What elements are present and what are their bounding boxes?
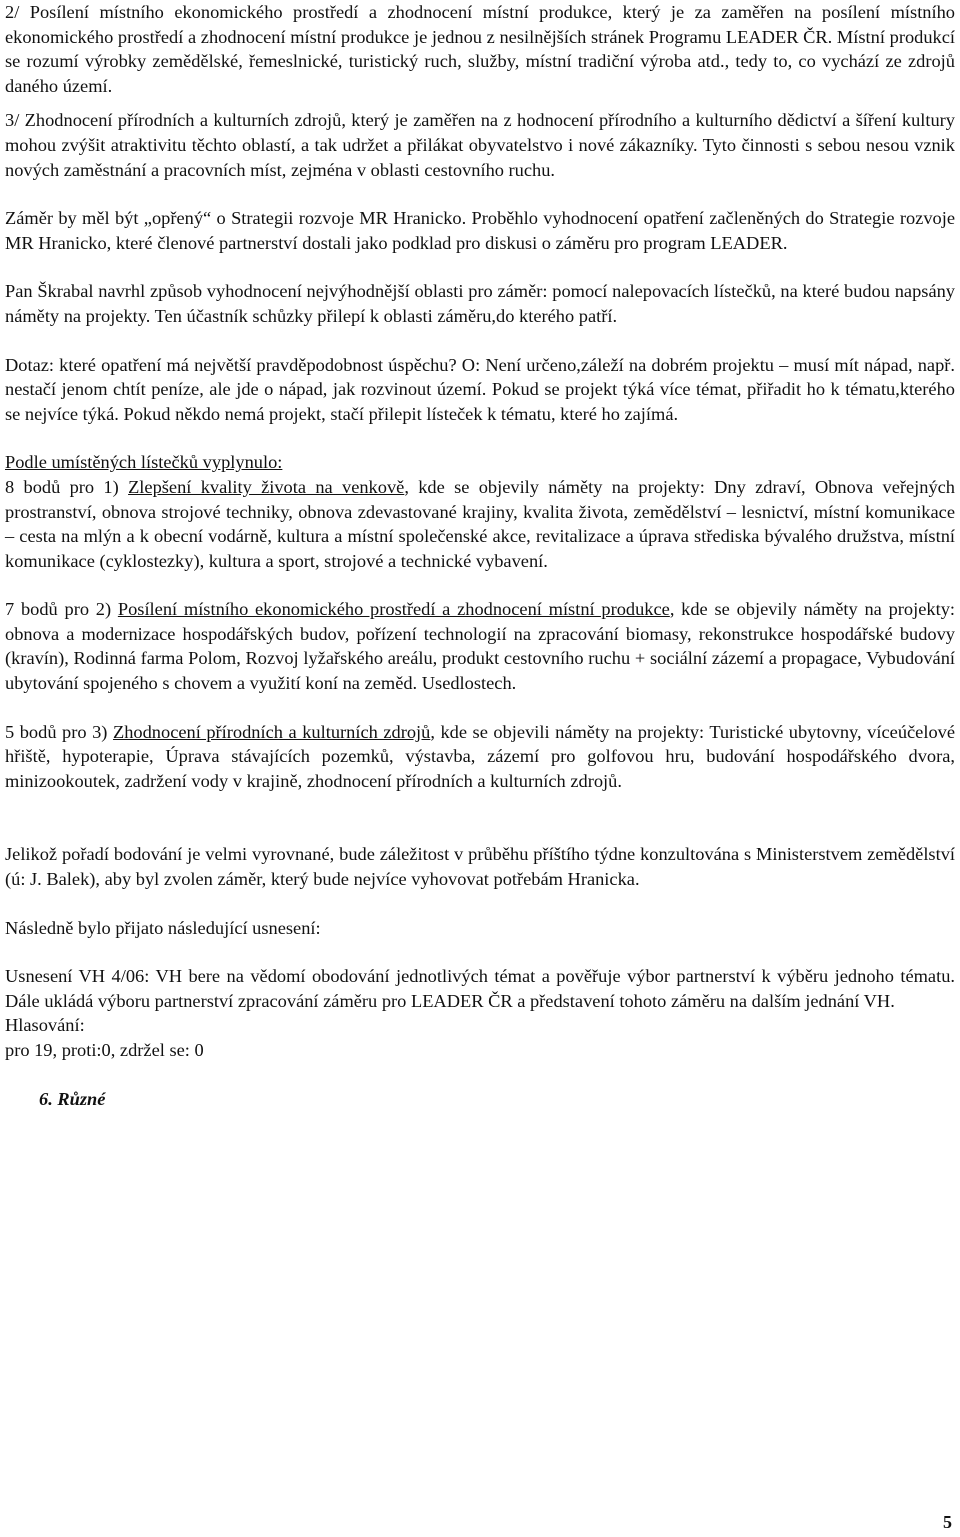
document-page [5,0,955,1111]
paragraph-resolution: Usnesení VH 4/06: VH bere na vědomí obodování jednotlivých témat a pověřuje výbor partnerství k výběru jednoho tématu. Dále ukládá výboru partnerství zpracování záměru pro LEADER ČR a představení tohoto záměru na dalším jednání VH. [5,966,955,1011]
paragraph-result-2 [5,597,955,695]
paragraph-result-1 [5,475,955,573]
paragraph-consultation: Jelikož pořadí bodování je velmi vyrovnané, bude záležitost v průběhu příštího týdne konzultována s Ministerstvem zemědělství (ú: J. Balek), aby byl zvolen záměr, který bude nejvíce vyhovovat potřebám Hranicka. [5,844,955,890]
result-3-topic: Zhodnocení přírodních a kulturních zdrojů [112,721,431,742]
paragraph-results-heading: Podle umístěných lístečků vyplynulo: [5,452,283,473]
paragraph-proposal-method: Pan Škrabal navrhl způsob vyhodnocení nejvýhodnější oblasti pro záměr: pomocí nalepovacích lístečků, na které budou napsány náměty na projekty. Ten účastník schůzky přilepí k oblasti záměru,do kterého patří. [5,281,955,326]
paragraph-question: Dotaz: které opatření má největší pravděpodobnost úspěchu? O: Není určeno,záleží na dobrém projektu – musí mít nápad, např. nestačí jenom chtít peníze, ale jde o nápad, jak rozvinout území. Pokud se projekt týká více témat, přiřadit ho k tématu,kterého se nejvíce týká. Pokud někdo nemá projekt, stačí přilepit lísteček k tématu, které ho zajímá. [5,354,955,424]
section-heading-6: 6. Různé [39,1088,106,1109]
result-3-points: 5 bodů pro 3) [5,721,113,742]
result-2-points: 7 bodů pro 2) [5,599,118,620]
voting-label: Hlasování: [5,1015,85,1036]
result-1-topic: Zlepšení kvality života na venkově [128,476,405,497]
page-number: 5 [943,1512,952,1532]
result-1-projects: , kde se objevily náměty na projekty: Dny zdraví, Obnova veřejných prostranství, obnova strojové techniky, obnova zdevastované krajiny, kvalita života, zemědělství – lesnictví, místní komunikace – cesta na mlýn a k obecní vodárně, kultura a místní společenské akce, revitalizace a úprava střediska bývalého družstva, místní komunikace (cyklostezky), kultura a sport, strojové a technické vybavení. [5,476,955,571]
paragraph-resolution-intro: Následně bylo přijato následující usnesení: [5,917,321,938]
result-1-points: 8 bodů pro 1) [5,476,129,497]
voting-result: pro 19, proti:0, zdržel se: 0 [5,1040,204,1060]
paragraph-section-2: 2/ Posílení místního ekonomického prostředí a zhodnocení místní produkce, který je za zaměřen na posílení místního ekonomického prostředí a zhodnocení místní produkce je jednou z nesilnějších stránek Programu LEADER ČR. Místní produkcí se rozumí výrobky zemědělské, řemeslnické, turistický ruch, služby, místní tradiční výroba atd., tedy to, co vychází ze zdrojů daného území. [5,2,955,96]
paragraph-section-3: 3/ Zhodnocení přírodních a kulturních zdrojů, který je zaměřen na z hodnocení přírodního a kulturního dědictví a šíření kultury mohou zvýšit atraktivitu těchto oblastí, a tak udržet a přilákat obyvatelstvo i nové zákazníky. Tyto činnosti s sebou nesou vznik nových zaměstnání a pracovních míst, zejména v oblasti cestovního ruchu. [5,110,955,180]
result-3-projects: , kde se objevili náměty na projekty: Turistické ubytovny, víceúčelové hřiště, hypoterapie, Úprava stávajících pozemků, výstavba, zázemí pro golfovou hru, budování hospodářského dvora, minizookoutek, zadržení vody v krajině, zhodnocení přírodních a kulturních zdrojů. [5,721,956,791]
paragraph-result-3 [5,720,955,794]
paragraph-strategy: Záměr by měl být „opřený“ o Strategii rozvoje MR Hranicko. Proběhlo vyhodnocení opatření začleněných do Strategie rozvoje MR Hranicko, které členové partnerství dostali jako podklad pro diskusi o záměru pro program LEADER. [5,208,955,253]
result-2-projects: , kde se objevily náměty na projekty: obnova a modernizace hospodářských budov, pořízení technologií na zpracování biomasy, rekonstrukce hospodářské budovy (kravín), Rodinná farma Polom, Rozvoj lyžařského areálu, produkt cestovního ruchu + sociální zázemí a propagace, Vybudování ubytování spojeného s chovem a využití koní na zeměd. Usedlostech. [5,599,956,694]
result-2-topic: Posílení místního ekonomického prostředí a zhodnocení místní produkce [117,599,670,620]
